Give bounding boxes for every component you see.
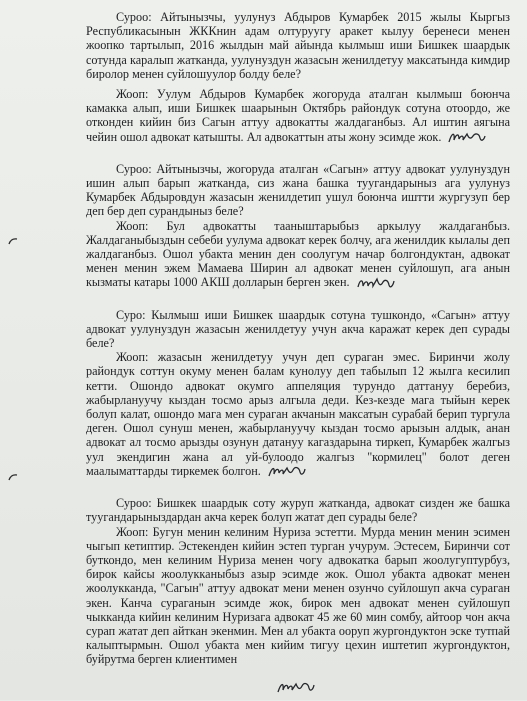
handwritten-signature-icon xyxy=(356,276,396,292)
paragraph-question-3: Суро: Кылмыш иши Бишкек шаардык сотуна тушкондо, «Сагын» аттуу адвокат уулунуздун жазасын женилдетуу учун акча каражат керек деп сурады беле? xyxy=(86,307,510,351)
binder-hole-icon xyxy=(8,232,18,240)
binder-hole-icon xyxy=(8,468,18,476)
paragraph-question-2: Суроо: Айтынызчы, жогоруда аталган «Сагын» аттуу адвокат уулунуздун ишин алып барып жатканда, сиз жана башка туугандарыныз ага уулунуз Кумарбек Абдыровдун жазасын женилдетип ушул боюнча иштти жургузуп бер деп бер деп сурандыныз беле? xyxy=(86,161,510,219)
paragraph-answer-3: Жооп: жазасын женилдетуу учун деп сураган эмес. Биринчи жолу райондук соттун окуму менен балам кунолуу деп табылып 12 жылга кесилип кетти. Ошондо адвокат окумго аппеляция турундо даттануу беребиз, жабырлануучу кыздан тосмо арыз алгыла деди. Кез-кезде мага тыйын керек болуп калат, ошондо мага мен сураган акчанын максатын сурабай берип тургула деген. Ошол сунуш менен, жабырлануучу кыздан тосмо арызын алдык, анан адвокат ал тосмо арызды озунун датануу кагаздарына тиркеп, Кумарбек жалгыз уул экендигин жана ал уй-булоодо жалгыз "кормилец" болот деген маалыматтарды тиркемек болгон. xyxy=(86,350,510,480)
paragraph-question-4: Суроо: Бишкек шаардык соту журуп жатканда, адвокат сизден же башка туугандарыныздардан акча керек болуп жатат деп сурады беле? xyxy=(86,496,510,525)
handwritten-signature-icon xyxy=(276,680,316,701)
document-body xyxy=(86,10,510,667)
handwritten-signature-icon xyxy=(447,130,487,146)
paragraph-answer-2: Жооп: Бул адвокатты тааныштарыбыз аркылуу жалдаганбыз. Жалдаганыбыздын себеби уулума адвокат керек болчу, ага женилдик кылалы деп жалдаганбыз. Ошол убакта менин ден соолугум начар болгондуктан, адвокат менен менин эжем Мамаева Ширин ал адвокат менен суйлошуп, ага анын кызматы катары 1000 АКШ долларын берген экен. xyxy=(86,219,510,292)
paragraph-question-1: Суроо: Айтынызчы, уулунуз Абдыров Кумарбек 2015 жылы Кыргыз Республикасынын ЖККнин адам олтуруугу аракет кылуу беренеси менен жоопко тартылып, 2016 жылдын май айында кылмыш иши Бишкек шаардык сотунда каралып жатканда, уулунуздун жазасын женилдетуу максатында кимдир биролор менен суйлошуулор болду беле? xyxy=(86,10,510,81)
paragraph-answer-4: Жооп: Бугун менин келиним Нуриза эстетти. Мурда менин менин эсимен чыгып кетиптир. Эстекенден кийин эстеп турган учурум. Эстесем, Биринчи сот буткондо, мен келиним Нуриза менен чогу адвокатка барып жоолугуптурбуз, бирок кайсы жоолукканыбыз азыр эсимде жок. Ошол убакта адвокат менен жоолукканда, "Сагын" аттуу адвокат мени менен озунчо суйлошуп акча сураган экен. Канча сураганын эсимде жок, бирок мен адвокат менен суйлошуп чыкканда кийин келиним Нуризага адвокат 45 же 60 мин сомбу, айтоор чон акча сурап жатат деп айткан экенмин. Мен ал убакта ооруп жургондуктон эске тутпай калыптырмын. Ошол убакта мен кийим тигуу цехин иштетип жургондуктон, буйрутма берген клиентимен xyxy=(86,524,510,667)
paragraph-answer-1: Жооп: Уулум Абдыров Кумарбек жогоруда аталган кылмыш боюнча камакка алып, иши Бишкек шаарынын Октябрь райондук сотуна отоордо, же отконден кийин биз Сагын аттуу адвокатты жалдаганбыз. Ал иштин аягына чейин ошол адвокат катышты. Ал адвокаттын аты жону эсимде жок. xyxy=(86,87,510,146)
handwritten-signature-icon xyxy=(267,464,307,480)
